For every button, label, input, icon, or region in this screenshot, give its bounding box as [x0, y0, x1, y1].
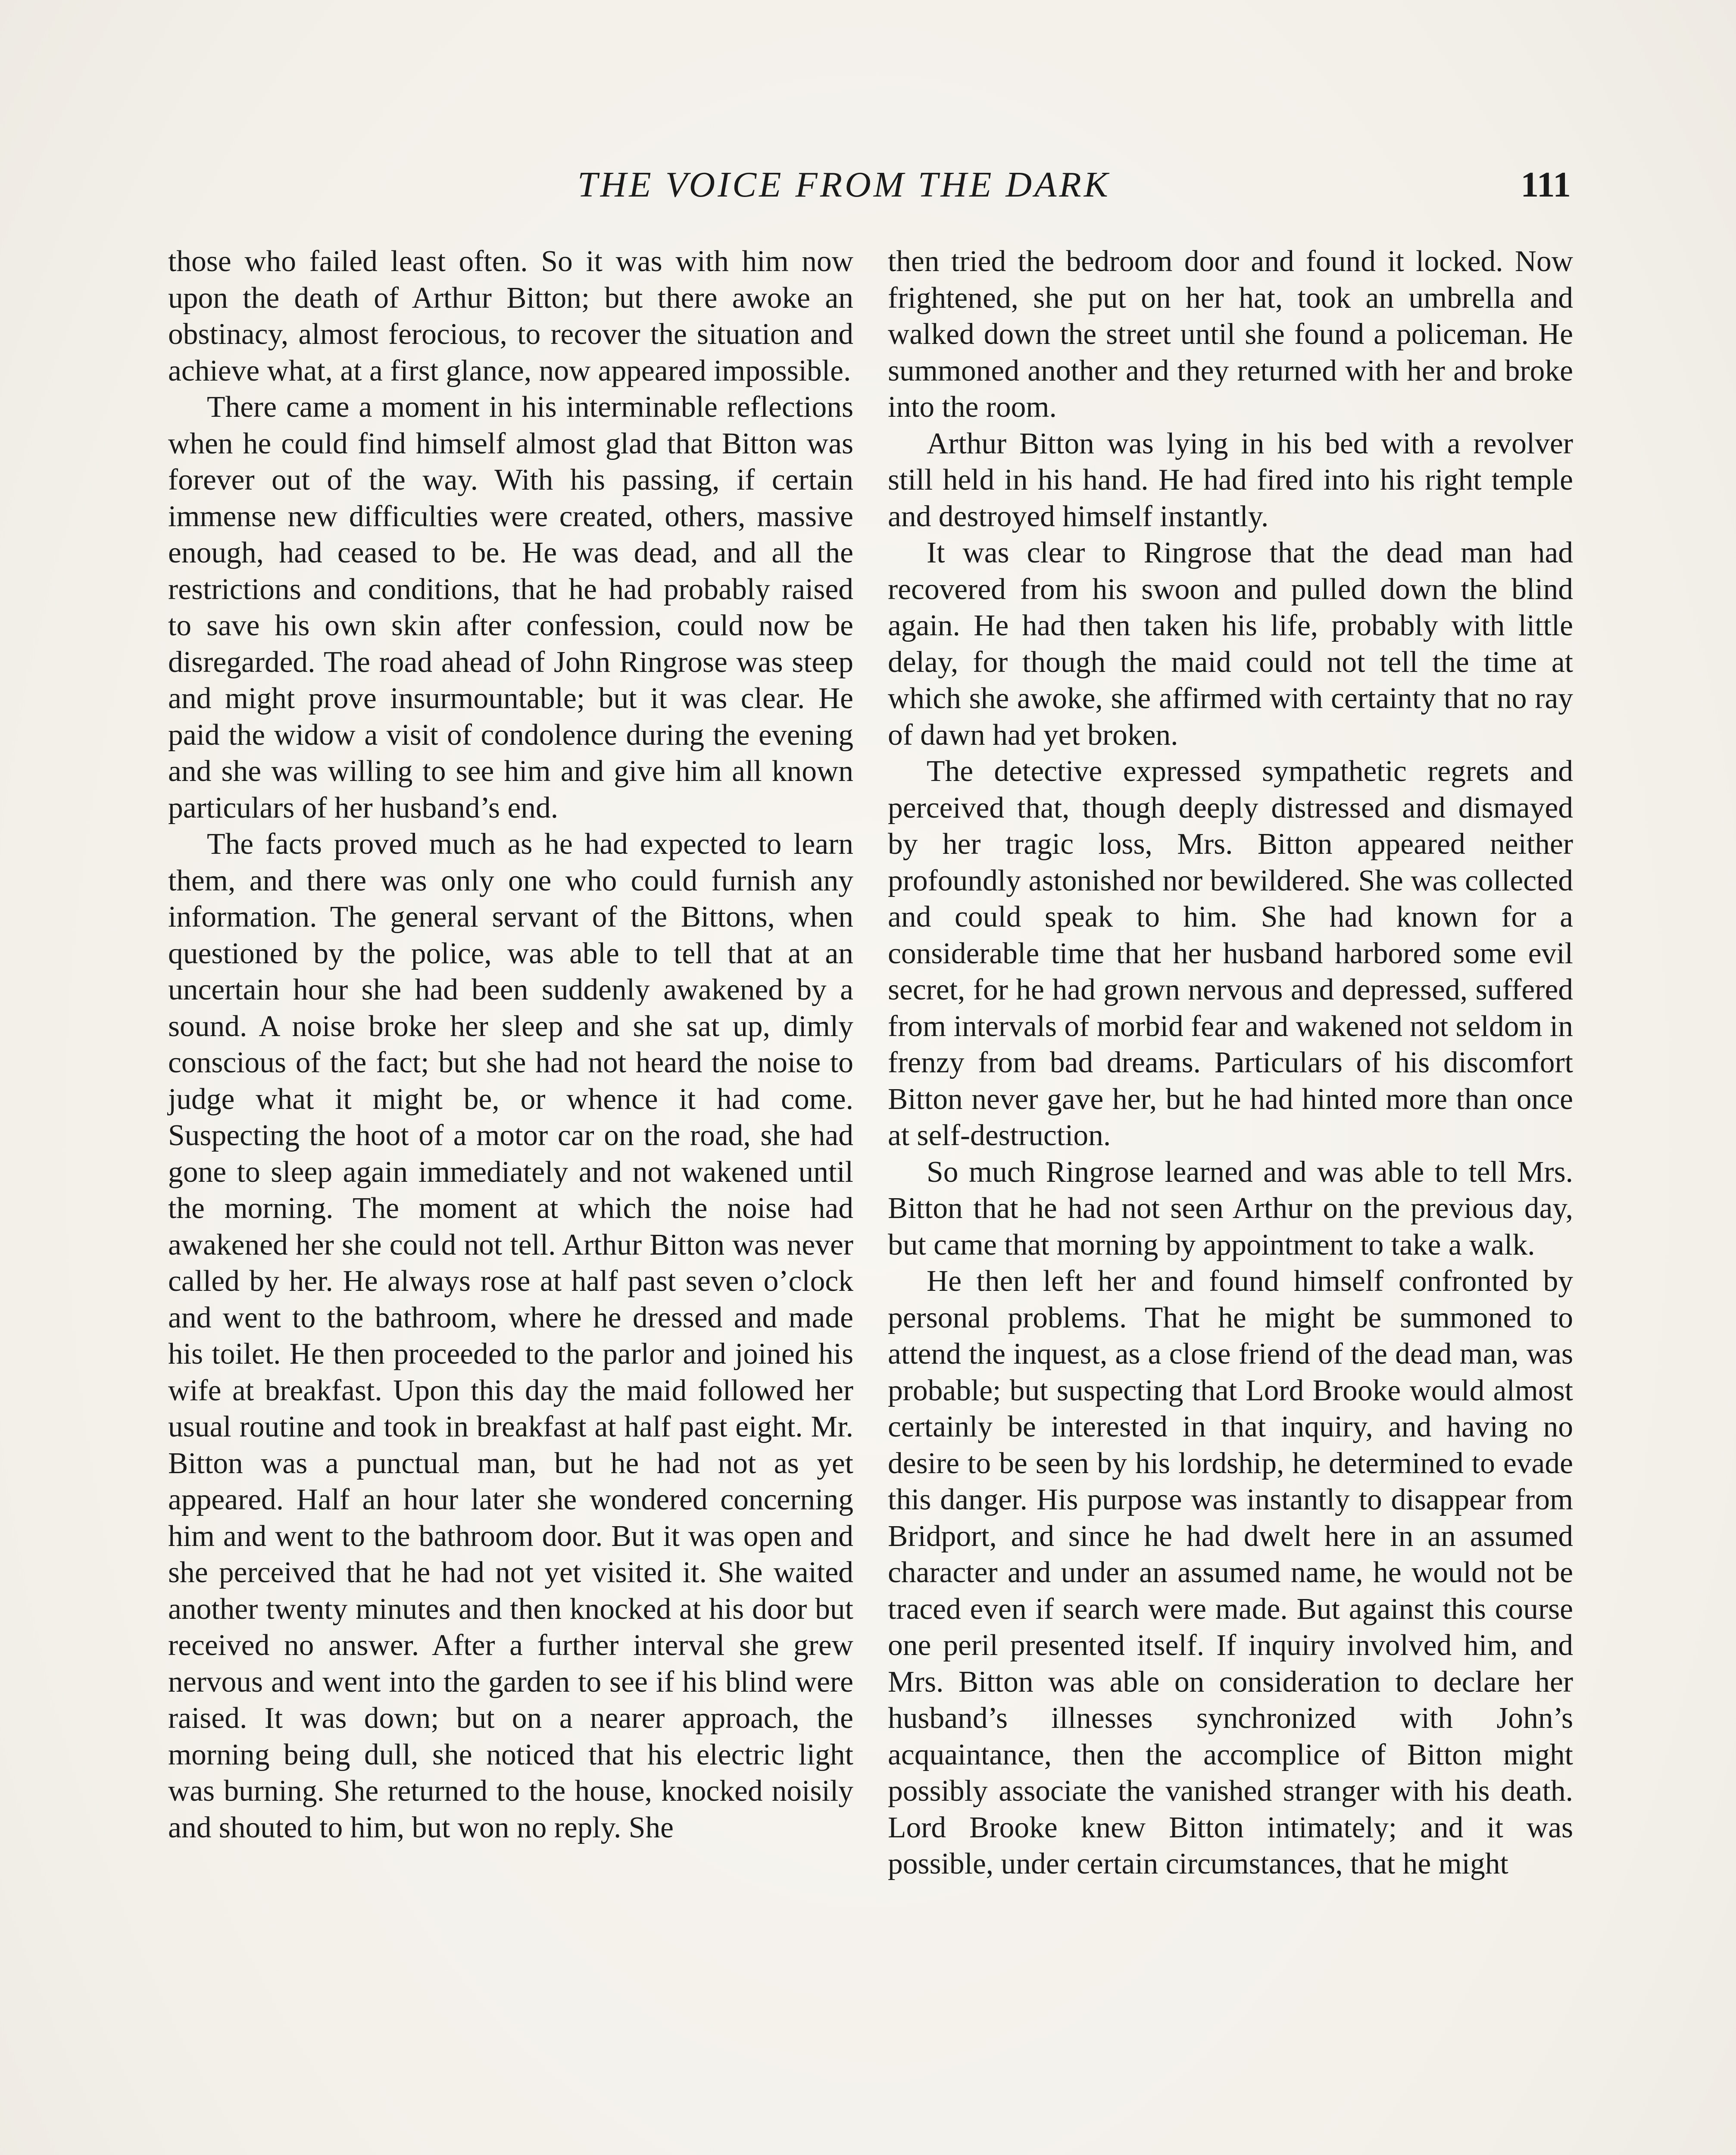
paragraph: Arthur Bitton was lying in his bed with a revolver still held in his hand. He had fired into his right temple and destroyed himself instantly. — [888, 427, 1573, 533]
paragraph: He then left her and found himself confronted by personal problems. That he might be summoned to attend the inquest, as a close friend of the dead man, was probable; but suspecting that Lord Brooke would almost certainly be interested in that inquiry, and having no desire to be seen by his lordship, he determined to evade this danger. His purpose was instantly to disappear from Bridport, and since he had dwelt here in an assumed character and under an assumed name, he would not be traced even if search were made. But against this course one peril presented itself. If inquiry involved him, and Mrs. Bitton was able on consideration to declare her husband’s illnesses synchronized with John’s acquaintance, then the accomplice of Bitton might possibly associate the vanished stranger with his death. Lord Brooke knew Bitton intimately; and it was possible, under certain circumstances, that he might — [888, 1265, 1573, 1880]
right-text-column — [888, 244, 1573, 1883]
paragraph: The facts proved much as he had expected to learn them, and there was only one who could furnish any information. The general servant of the Bittons, when questioned by the police, was able to tell that at an uncertain hour she had been suddenly awakened by a sound. A noise broke her sleep and she sat up, dimly conscious of the fact; but she had not heard the noise to judge what it might be, or whence it had come. Suspecting the hoot of a motor car on the road, she had gone to sleep again immediately and not wakened until the morning. The moment at which the noise had awakened her she could not tell. Arthur Bitton was never called by her. He always rose at half past seven o’clock and went to the bathroom, where he dressed and made his toilet. He then proceeded to the parlor and joined his wife at breakfast. Upon this day the maid followed her usual routine and took in breakfast at half past eight. Mr. Bitton was a punctual man, but he had not as yet appeared. Half an hour later she wondered concerning him and went to the bathroom door. But it was open and she perceived that he had not yet visited it. She waited another twenty minutes and then knocked at his door but received no answer. After a further interval she grew nervous and went into the garden to see if his blind were raised. It was down; but on a nearer approach, the morning being dull, she noticed that his electric light was burning. She returned to the house, knocked noisily and shouted to him, but won no reply. She — [168, 828, 853, 1844]
page-header — [164, 164, 1571, 216]
paragraph: So much Ringrose learned and was able to tell Mrs. Bitton that he had not seen Arthur on the previous day, but came that morning by appointment to take a walk. — [888, 1155, 1573, 1262]
running-title: THE VOICE FROM THE DARK — [578, 165, 1111, 205]
paragraph: those who failed least often. So it was with him now upon the death of Arthur Bitton; but there awoke an obstinacy, almost ferocious, to recover the situation and achieve what, at a first glance, now appeared impossible. — [168, 245, 853, 387]
paragraph: then tried the bedroom door and found it locked. Now frightened, she put on her hat, took an umbrella and walked down the street until she found a policeman. He summoned another and they returned with her and broke into the room. — [888, 245, 1573, 424]
paragraph: It was clear to Ringrose that the dead man had recovered from his swoon and pulled down the blind again. He had then taken his life, probably with little delay, for though the maid could not tell the time at which she awoke, she affirmed with certainty that no ray of dawn had yet broken. — [888, 536, 1573, 752]
paragraph: The detective expressed sympathetic regrets and perceived that, though deeply distressed and dismayed by her tragic loss, Mrs. Bitton appeared neither profoundly astonished nor bewildered. She was collected and could speak to him. She had known for a considerable time that her husband harbored some evil secret, for he had grown nervous and depressed, suffered from intervals of morbid fear and wakened not seldom in frenzy from bad dreams. Particulars of his discomfort Bitton never gave her, but he had hinted more than once at self-destruction. — [888, 755, 1573, 1152]
left-text-column — [168, 244, 853, 1846]
paragraph: There came a moment in his interminable reflections when he could find himself almost glad that Bitton was forever out of the way. With his passing, if certain immense new difficulties were created, others, massive enough, had ceased to be. He was dead, and all the restrictions and conditions, that he had probably raised to save his own skin after confession, could now be disregarded. The road ahead of John Ringrose was steep and might prove insurmountable; but it was clear. He paid the widow a visit of condolence during the evening and she was willing to see him and give him all known particulars of her husband’s end. — [168, 390, 853, 825]
page-number: 111 — [1521, 165, 1571, 205]
